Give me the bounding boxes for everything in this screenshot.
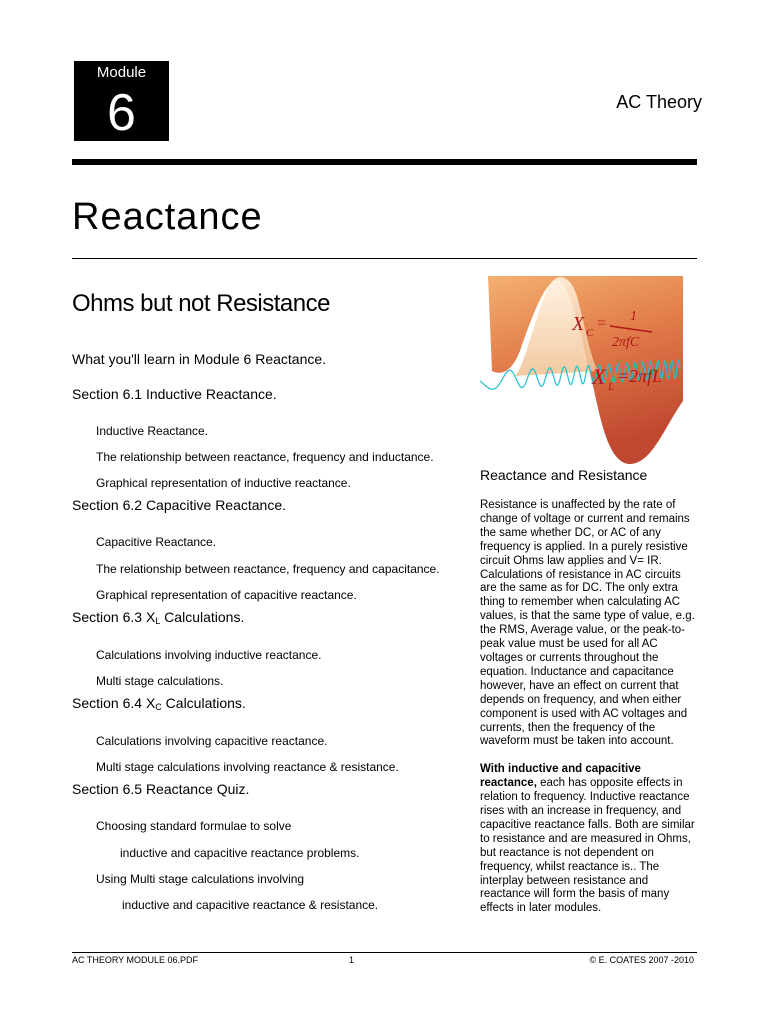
footer-copyright: © E. COATES 2007 -2010 — [589, 955, 694, 965]
xl-symbol: X — [592, 364, 606, 389]
header-divider — [72, 159, 697, 165]
section-item: The relationship between reactance, frequency and inductance. — [96, 450, 434, 464]
section-item: Using Multi stage calculations involving — [96, 872, 305, 886]
footer-divider — [72, 952, 697, 953]
section-heading: Section 6.5 Reactance Quiz. — [72, 781, 250, 797]
section-item: The relationship between reactance, frequency and capacitance. — [96, 562, 440, 576]
section-item: Choosing standard formulae to solve — [96, 819, 292, 833]
sidebar-heading: Reactance and Resistance — [480, 467, 648, 483]
page-number: 1 — [349, 955, 355, 965]
section-heading — [72, 609, 244, 626]
section-item: Graphical representation of inductive reactance. — [96, 476, 351, 490]
section-item: Calculations involving capacitive reactance. — [96, 734, 328, 748]
section-item: Calculations involving inductive reactance. — [96, 648, 322, 662]
intro-text: What you'll learn in Module 6 Reactance. — [72, 351, 327, 367]
xl-equals: =2πfL — [617, 366, 663, 386]
page-subtitle: Ohms but not Resistance — [72, 290, 330, 317]
heading-suffix: Calculations. — [161, 695, 246, 711]
heading-subscript: C — [155, 702, 162, 712]
module-number: 6 — [107, 84, 136, 142]
section-item: Inductive Reactance. — [96, 424, 209, 438]
heading-prefix: Section 6.3 X — [72, 609, 156, 625]
section-item: Capacitive Reactance. — [96, 535, 217, 549]
xc-subscript: C — [586, 327, 594, 339]
footer-filename: AC THEORY MODULE 06.PDF — [72, 955, 199, 965]
sidebar-body — [480, 499, 698, 930]
module-label: Module — [96, 64, 147, 81]
title-divider — [72, 258, 697, 259]
sidebar-paragraph — [480, 763, 698, 916]
sidebar-bold-lead: With inductive and capacitive reactance, — [480, 763, 641, 790]
section-heading: Section 6.2 Capacitive Reactance. — [72, 497, 287, 513]
reactance-illustration — [480, 276, 683, 464]
sidebar-paragraph: Resistance is unaffected by the rate of change of voltage or current and remains the same whether DC, or AC of any frequency is applied. In a purely resistive circuit Ohms law applies and V= IR. Calculations of resistance in AC circuits are the same as for DC. The only extra thing to remember when calculating AC values, is that the same type of value, e.g. the RMS, Average value, or the peak-to-peak value must be used for all AC voltages or currents throughout the equation. Inductance and capacitance however, have an effect on current that depends on frequency, and when either component is used with AC voltages and currents, then the frequency of the waveform must be taken into account. — [480, 499, 695, 748]
xc-equals: = — [596, 315, 607, 332]
xc-denominator: 2πfC — [612, 335, 640, 350]
module-badge — [74, 61, 169, 141]
heading-prefix: Section 6.4 X — [72, 695, 156, 711]
section-item: inductive and capacitive reactance problems. — [120, 846, 360, 860]
heading-suffix: Calculations. — [160, 609, 245, 625]
section-item: Multi stage calculations involving reactance & resistance. — [96, 760, 399, 774]
xl-subscript: L — [608, 381, 615, 393]
section-heading — [72, 695, 246, 712]
section-heading: Section 6.1 Inductive Reactance. — [72, 386, 277, 402]
sidebar-paragraph-rest: each has opposite effects in relation to frequency. Inductive reactance rises with an increase in frequency, and capacitive reactance falls. Both are similar to resistance and are measured in Ohms, but reactance is not dependent on frequency, whilst reactance is.. The interplay between resistance and reactance will form the basis of many effects in later modules. — [480, 777, 695, 915]
section-item: Graphical representation of capacitive reactance. — [96, 588, 357, 602]
series-title: AC Theory — [616, 92, 702, 112]
section-item: Multi stage calculations. — [96, 674, 224, 688]
xc-numerator: 1 — [630, 309, 637, 324]
heading-subscript: L — [155, 616, 161, 626]
xc-symbol: X — [572, 313, 585, 335]
section-item: inductive and capacitive reactance & resistance. — [122, 898, 379, 912]
page-title: Reactance — [72, 196, 263, 238]
